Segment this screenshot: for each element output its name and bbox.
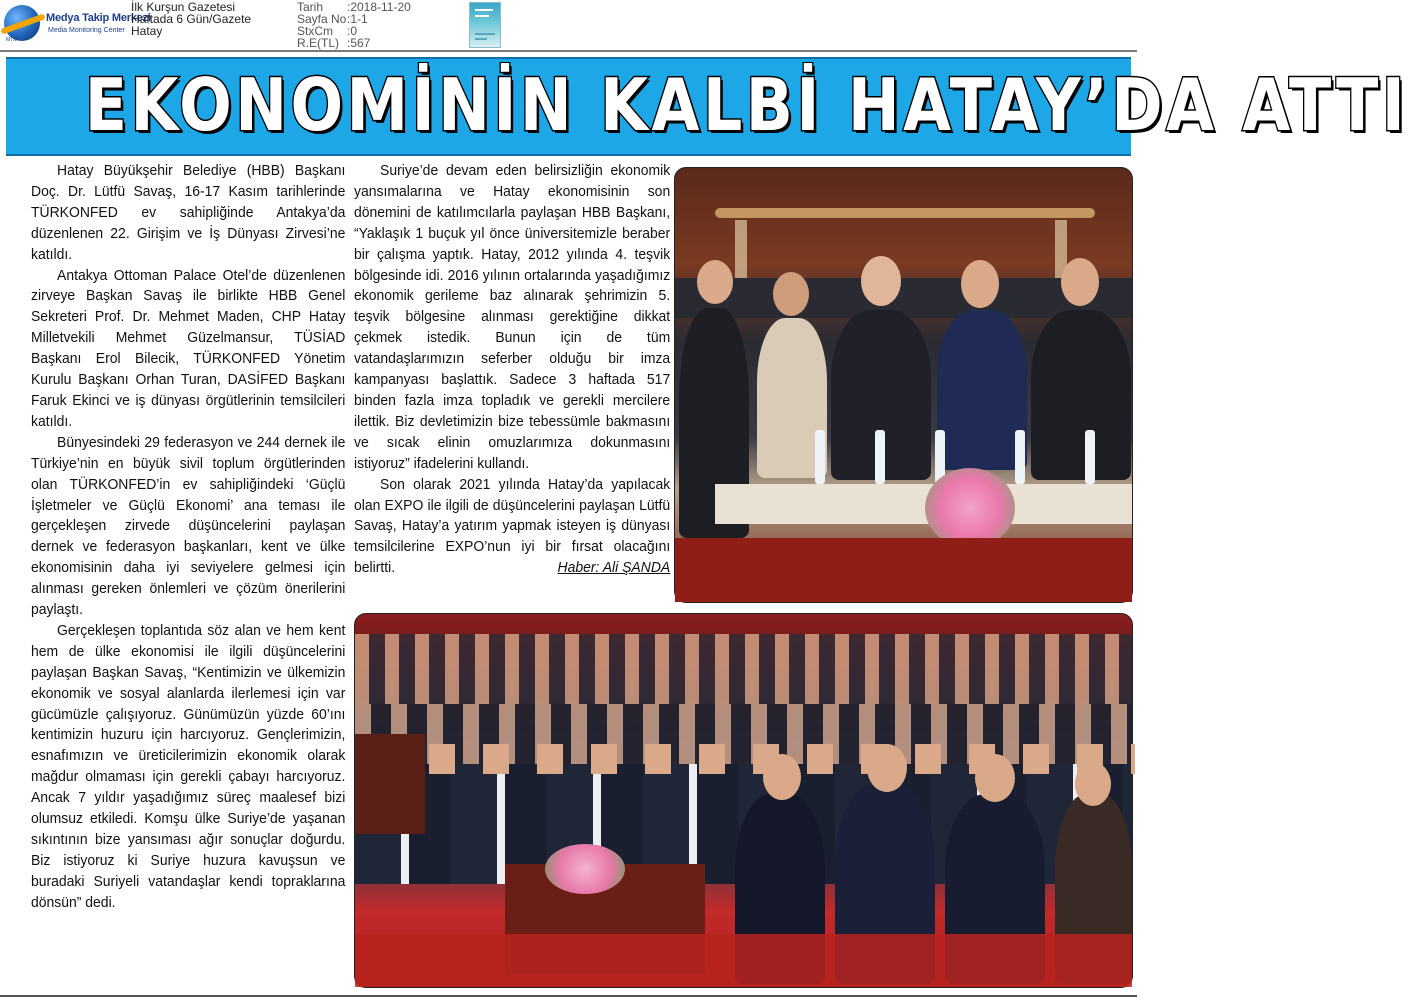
article-paragraph: Gerçekleşen toplantıda söz alan ve hem kent hem de ülke ekonomisi ile ilgili düşüncelerini paylaşan Başkan Savaş, “Kentimizin ve ülkemizin ekonomik ve sosyal alanlarda ilerlemesi için var gücümüzle çalışıyoruz. Günümüzün yüzde 60’ını kentimizin huzuru için harcıyoruz. Gençlerimizin, esnafımızın ve üreticilerimizin ekonomik olarak mağdur olmaması için gerekli çabayı harcıyoruz. Ancak 7 yıldır yaşadığımız süreç maalesef bizi olumsuz etkiledi. Komşu ülke Suriye’de yaşanan sıkıntının bize yansıması ağır sonuçlar doğurdu. Biz istiyoruz ki Suriye huzura kavuşsun ve buradaki Suriyeli vatandaşlar kendi topraklarına dönsün” dedi.	[31, 621, 346, 911]
headline: EKONOMİNİN KALBİ HATAY’DA ATTI	[84, 63, 1408, 147]
article-paragraph: Hatay Büyükşehir Belediye (HBB) Başkanı Doç. Dr. Lütfü Savaş, 16-17 Kasım tarihlerinde TÜRKONFED ev sahipliğinde Antakya’da düzenlenen 22. Girişim ve İş Dünyası Zirvesi’ne katıldı.	[31, 162, 346, 263]
publication-region: Hatay	[131, 24, 163, 38]
meta-value: :567	[347, 36, 371, 50]
article-paragraph-text: Son olarak 2021 yılında Hatay’da yapılacak olan EXPO ile ilgili de düşüncelerini paylaşan Lütfü Savaş, Hatay’a yatırım yapmak isteyen iş dünyası temsilcilerine EXPO’nun iyi bir fırsat olacağını belirtti.	[354, 475, 671, 577]
meta-value: :2018-11-20	[347, 0, 411, 14]
article-paragraph: Antakya Ottoman Palace Otel’de düzenlenen zirveye Başkan Savaş ile birlikte HBB Genel Sekreteri Prof. Dr. Mehmet Maden, CHP Hatay Milletvekili Mehmet Güzelmansur, TÜSİAD Başkanı Erol Bilecik, TÜRKONFED Yönetim Kurulu Başkanı Orhan Turan, DASİFED Başkanı Faruk Ekinci ve iş dünyası örgütlerinin temsilcileri katıldı.	[31, 266, 346, 430]
page-thumbnail[interactable]	[469, 2, 501, 48]
clipping-meta	[297, 1, 411, 49]
meta-key: StxCm	[297, 24, 333, 38]
clipping-header	[0, 0, 1137, 50]
article-column-middle	[354, 161, 670, 579]
logo-abbreviation: MTM	[6, 37, 18, 43]
meta-key: Tarih	[297, 0, 324, 14]
article-column-left	[31, 161, 345, 914]
article-paragraph	[354, 475, 670, 580]
photo-conference-audience	[354, 613, 1133, 988]
publication-name: İlk Kurşun Gazetesi	[131, 0, 236, 14]
article-paragraph: Suriye’de devam eden belirsizliğin ekonomik yansımalarına ve Hatay ekonomisinin son dönemini de katılımcılarla paylaşan HBB Başkanı, “Yaklaşık 1 buçuk yıl önce üniversitemizle beraber bir çalışma yaptık. Hatay, 2012 yılında 4. teşvik bölgesinde idi. 2016 yılının ortalarında yaşadığımız ekonomik gerileme baz alınarak şehrimizin 5. teşvik bölgesine alınması gerektiğine dikkat çekmek istedik. Bunun için de tüm vatandaşlarımızın seferber olduğu bir imza kampanyası başlattık. Sadece 3 haftada 517 binden fazla imza topladık ve gerekli mercilere ilettik. Biz devletimizin bize tebessümle bakmasını ve sıcak elinin omuzlarımıza dokunmasını istiyoruz” ifadelerini kullandı.	[354, 162, 671, 472]
publication-info	[131, 1, 251, 37]
photo-front-row-audience	[674, 167, 1133, 603]
logo-subtitle: Media Monitoring Center	[48, 27, 125, 34]
article-paragraph: Bünyesindeki 29 federasyon ve 244 dernek ile Türkiye’nin en büyük sivil toplum örgütlerinden olan TÜRKONFED’in ev sahipliğindeki ‘Güçlü İşletmeler ve Güçlü Ekonomi’ ana teması ile gerçekleşen zirvede düşüncelerini paylaşan dernek ve federasyon başkanları, kent ve ülke ekonomisinin daha iyi seviyelere gelmesi için alınması gereken önlemleri ve çözüm önerilerini paylaştı.	[31, 433, 346, 619]
bottom-divider	[0, 995, 1137, 997]
meta-key: R.E(TL)	[297, 36, 339, 50]
headline-band	[6, 57, 1408, 156]
globe-icon	[4, 5, 40, 41]
meta-key: Sayfa No	[297, 12, 347, 26]
byline: Haber: Ali ŞANDA	[557, 559, 671, 577]
meta-row	[297, 37, 411, 49]
meta-value: :0	[347, 24, 358, 38]
logo-name: Medya Takip Merkezi	[46, 12, 151, 24]
publication-frequency: Haftada 6 Gün/Gazete	[131, 12, 252, 26]
meta-value: :1-1	[347, 12, 368, 26]
header-divider	[0, 50, 1137, 52]
